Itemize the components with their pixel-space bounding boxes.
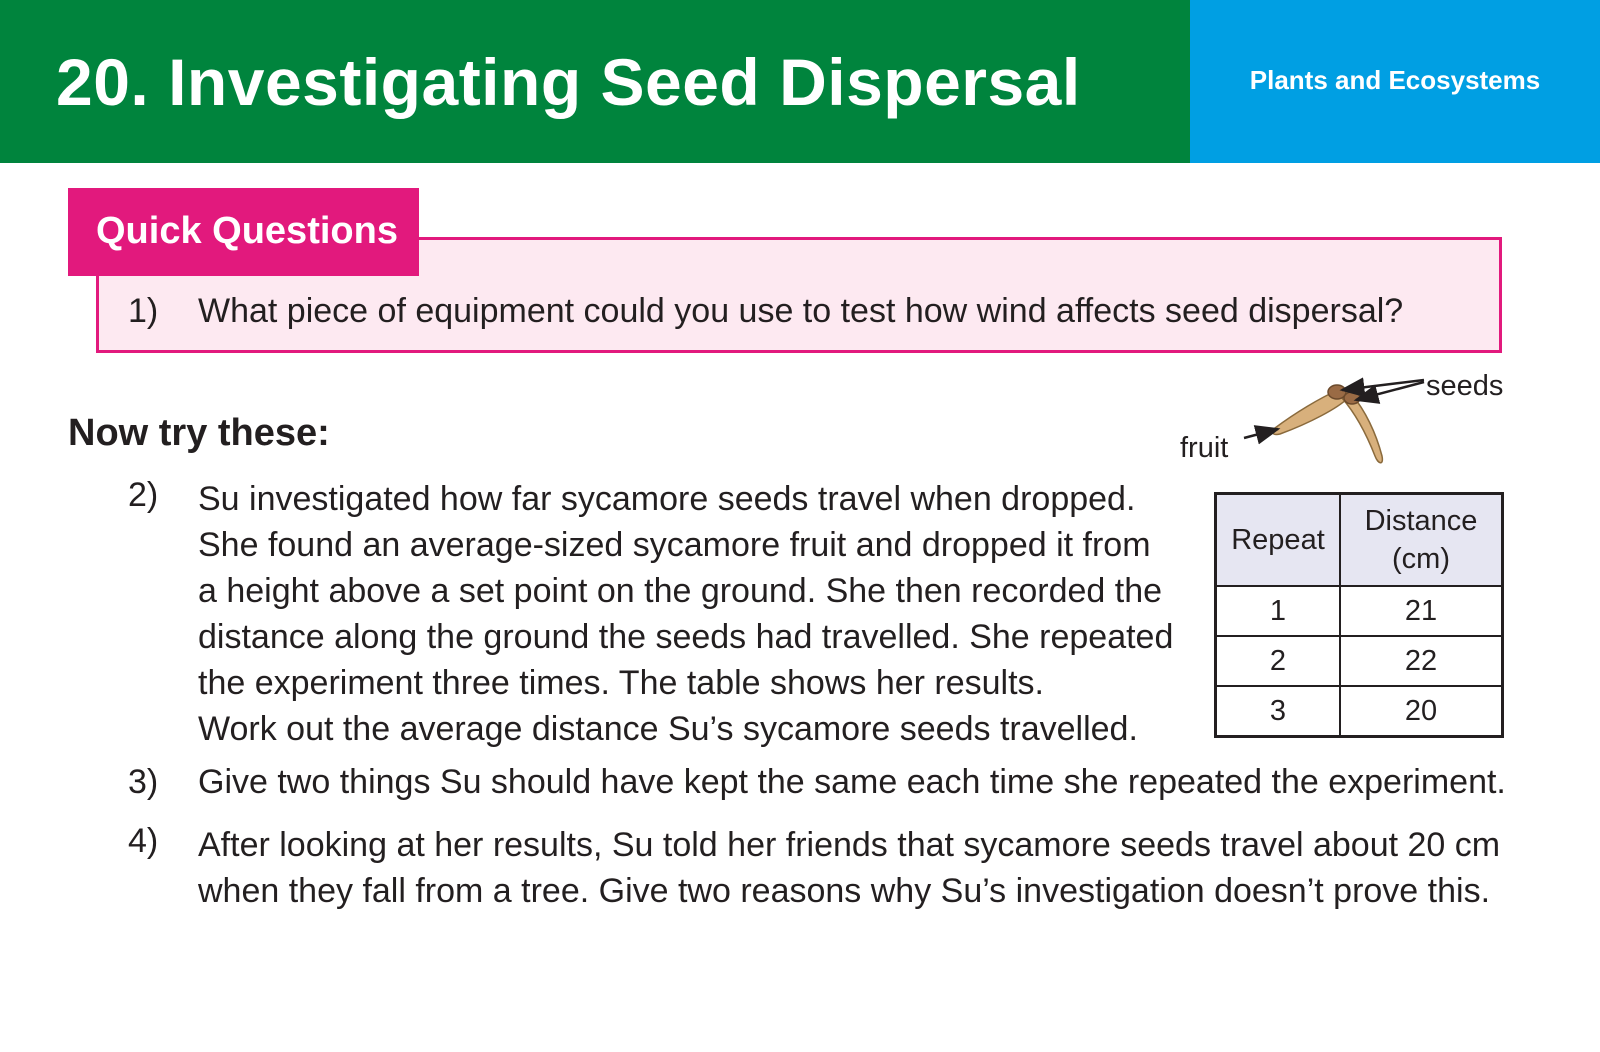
question-2-line: a height above a set point on the ground. She then recorded the xyxy=(198,572,1163,610)
table-row xyxy=(1216,586,1503,636)
header-bar xyxy=(0,0,1190,163)
question-4-text xyxy=(198,822,1500,914)
now-try-heading: Now try these: xyxy=(68,412,330,454)
seeds-label: seeds xyxy=(1426,370,1504,402)
header-distance-unit: (cm) xyxy=(1392,543,1450,575)
header-distance-label: Distance xyxy=(1364,505,1478,537)
question-2-line: Work out the average distance Su’s sycamore seeds travelled. xyxy=(198,710,1138,748)
quick-questions-label: Quick Questions xyxy=(96,210,398,252)
question-3-number: 3) xyxy=(128,763,159,801)
quick-questions-tab xyxy=(68,188,419,276)
cell-distance: 20 xyxy=(1340,686,1503,737)
header-distance xyxy=(1340,494,1503,587)
cell-distance: 21 xyxy=(1340,586,1503,636)
question-1-text: What piece of equipment could you use to test how wind affects seed dispersal? xyxy=(198,292,1404,330)
question-2-number: 2) xyxy=(128,476,159,514)
question-4-number: 4) xyxy=(128,822,159,860)
header-repeat: Repeat xyxy=(1216,494,1341,587)
cell-repeat: 2 xyxy=(1216,636,1341,686)
table-header-row xyxy=(1216,494,1503,587)
table-row xyxy=(1216,636,1503,686)
question-2-line: distance along the ground the seeds had travelled. She repeated xyxy=(198,618,1174,656)
question-2-text xyxy=(198,476,1173,752)
page-title: 20. Investigating Seed Dispersal xyxy=(56,45,1081,119)
question-2-line: the experiment three times. The table shows her results. xyxy=(198,664,1044,702)
fruit-label: fruit xyxy=(1180,432,1229,464)
question-2-line: She found an average-sized sycamore fruit and dropped it from xyxy=(198,526,1151,564)
question-4-line: when they fall from a tree. Give two reasons why Su’s investigation doesn’t prove this. xyxy=(198,872,1491,910)
topic-banner xyxy=(1190,0,1600,163)
question-1-number: 1) xyxy=(128,292,159,330)
question-2-line: Su investigated how far sycamore seeds travel when dropped. xyxy=(198,480,1136,518)
cell-repeat: 1 xyxy=(1216,586,1341,636)
question-4-line: After looking at her results, Su told her friends that sycamore seeds travel about 20 cm xyxy=(198,826,1501,864)
table-row xyxy=(1216,686,1503,737)
topic-label: Plants and Ecosystems xyxy=(1249,65,1541,95)
results-table xyxy=(1214,492,1504,738)
question-3-text: Give two things Su should have kept the same each time she repeated the experiment. xyxy=(198,763,1506,801)
cell-distance: 22 xyxy=(1340,636,1503,686)
cell-repeat: 3 xyxy=(1216,686,1341,737)
